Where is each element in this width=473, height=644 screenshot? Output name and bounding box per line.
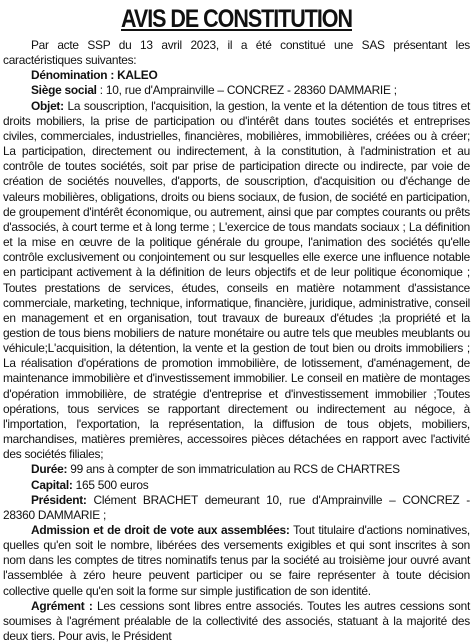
duree-line (3, 462, 470, 477)
admission-value: Tout titulaire d'actions nominatives, quelles qu'en soit le nombre, libérées des versements exigibles et qui sont inscrites à son nom dans les comptes de titres nominatifs tenus par la société au troisième jour ouvré avant l'assemblée à zéro heure peuvent participer ou se faire représenter à toute décision collective quelle qu'en soit la forme sur simple justification de son identité. (3, 523, 470, 598)
objet-paragraph (3, 99, 470, 463)
president-line (3, 493, 470, 523)
denomination-line (3, 68, 470, 83)
denomination-label: Dénomination : (31, 68, 118, 83)
intro-paragraph: Par acte SSP du 13 avril 2023, il a été constitué une SAS présentant les caractéristiques suivantes: (3, 38, 470, 68)
agrement-paragraph (3, 599, 470, 644)
siege-line (3, 83, 470, 98)
siege-label: Siège social (31, 83, 97, 98)
president-value: Clément BRACHET demeurant 10, rue d'Amprainville – CONCREZ - 28360 DAMMARIE ; (3, 492, 470, 522)
admission-paragraph (3, 523, 470, 599)
notice-title: AVIS DE CONSTITUTION (120, 5, 352, 33)
president-label: Président: (31, 492, 87, 507)
denomination-value: KALEO (117, 68, 158, 83)
agrement-value: Les cessions sont libres entre associés. Toutes les autres cessions sont soumises à l'agrément préalable de la collectivité des associés, statuant à la majorité des deux tiers. Pour avis, le Président (3, 598, 470, 644)
objet-label: Objet: (31, 98, 64, 113)
capital-value: 165 500 euros (72, 477, 149, 492)
duree-label: Durée: (31, 462, 68, 477)
capital-line (3, 478, 470, 493)
siege-value: : 10, rue d'Amprainville – CONCREZ - 28360 DAMMARIE ; (96, 83, 397, 98)
duree-value: 99 ans à compter de son immatriculation au RCS de CHARTRES (67, 462, 400, 477)
agrement-label: Agrément : (31, 598, 93, 613)
capital-label: Capital: (31, 477, 73, 492)
admission-label: Admission et de droit de vote aux assemblées: (31, 523, 290, 537)
objet-value: La souscription, l'acquisition, la gestion, la vente et la détention de tous titres et droits mobiliers, la prise de participation ou d'intérêt dans toutes sociétés et entreprises civiles, commerciales, industrielles, financières, mobilières, immobilières, créées ou à créer; La participation, directement ou indirectement, à la constitution, à l'administration et au contrôle de toutes sociétés, soit par prise de participation directe ou indirecte, par voie de création de sociétés nouvelles, d'apports, de souscription, d'acquisition ou d'échange de valeurs mobilières, obligations, droits ou biens sociaux, de fusion, de société en participation, de groupement d'intérêt économique, ou autrement, ainsi que par comptes courants ou prêts d'associés, à court terme et à long terme ; L'exercice de tous mandats sociaux ; La définition et la mise en œuvre de la politique générale du groupe, l'animation des sociétés qu'elle contrôle exclusivement ou conjointement ou sur lesquelles elle exerce une influence notable en participant activement à la définition de leurs objectifs et de leur politique économique ; Toutes prestations de services, études, conseils en matière notamment d'assistance commerciale, marketing, technique, informatique, financière, juridique, administrative, conseil en management et en organisation, tout travaux de bureaux d'études ;la propriété et la gestion de tous biens mobiliers de nature monétaire ou autre tels que meubles meublants ou véhicule;L'acquisition, la détention, la vente et la gestion de tout bien ou droits immobiliers ; La réalisation d'opérations de promotion immobilière, de lotissement, d'aménagement, de maintenance immobilière et d'investissement immobilier. Le conseil en matière de montages d'opération immobilière, de stratégie d'entreprise et d'investissement immobilier ;Toutes opérations, tous services se rapportant directement ou indirectement au négoce, à l'importation, l'exportation, la représentation, la diffusion de tous objets, mobiliers, marchandises, matières premières, accessoires pièces détachées en rapport avec l'activité des sociétés filiales; (3, 98, 470, 462)
